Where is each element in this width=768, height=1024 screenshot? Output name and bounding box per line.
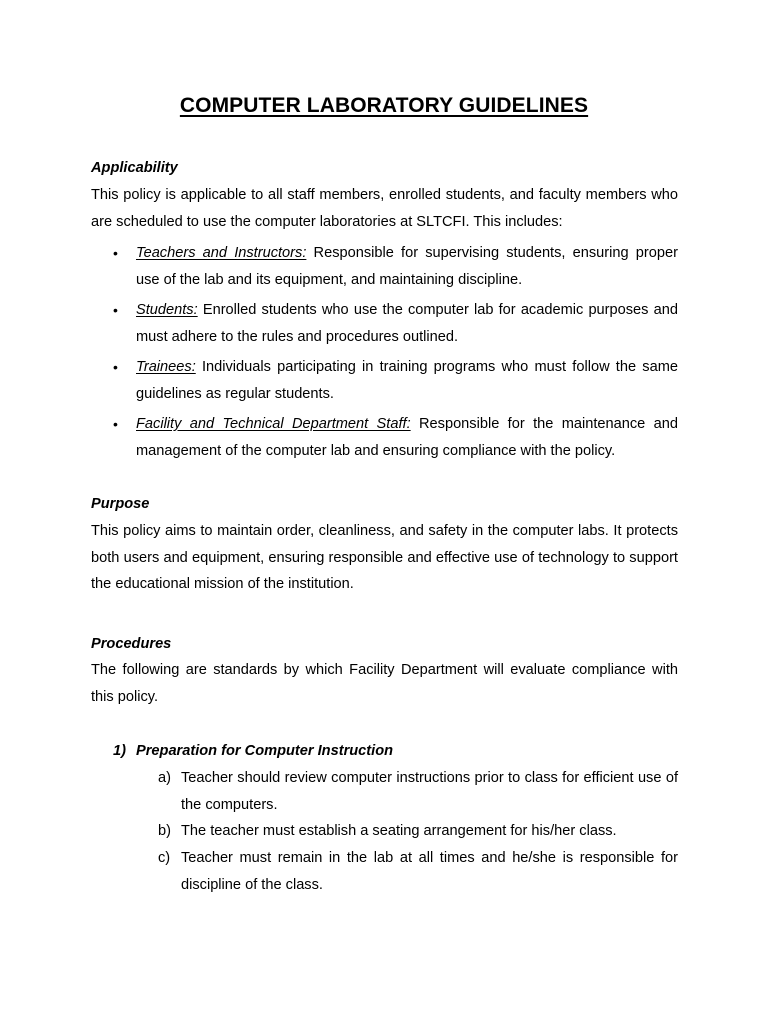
bullet-term: Trainees: xyxy=(136,359,196,375)
procedures-intro: The following are standards by which Facility Department will evaluate compliance with this policy. xyxy=(91,662,678,705)
procedure-item-seating: The teacher must establish a seating arrangement for his/her class. xyxy=(181,823,617,839)
bullet-desc: Responsible for supervising students, ensuring proper use of the lab and its equipment, and maintaining discipline. xyxy=(136,245,678,288)
procedure-item-supervision: Teacher must remain in the lab at all times and he/she is responsible for discipline of the class. xyxy=(181,850,678,893)
bullet-term: Teachers and Instructors: xyxy=(136,245,307,261)
bullet-icon: • xyxy=(113,245,118,261)
applicability-bullet-trainees xyxy=(136,354,678,407)
bullet-icon: • xyxy=(113,302,118,318)
applicability-heading: Applicability xyxy=(91,160,178,176)
bullet-icon: • xyxy=(113,359,118,375)
purpose-text: This policy aims to maintain order, cleanliness, and safety in the computer labs. It protects both users and equipment, ensuring responsible and effective use of technology to support the educational mission of the institution. xyxy=(91,523,678,592)
applicability-bullet-teachers xyxy=(136,240,678,293)
purpose-heading: Purpose xyxy=(91,496,150,512)
procedure-item-review: Teacher should review computer instructions prior to class for efficient use of the computers. xyxy=(181,770,678,813)
applicability-intro: This policy is applicable to all staff members, enrolled students, and faculty members who are scheduled to use the computer laboratories at SLTCFI. This includes: xyxy=(91,187,678,230)
procedures-heading: Procedures xyxy=(91,636,172,652)
bullet-term: Facility and Technical Department Staff: xyxy=(136,416,411,432)
bullet-term: Students: xyxy=(136,302,198,318)
applicability-bullet-students xyxy=(136,297,678,350)
item-letter: c) xyxy=(158,850,171,866)
applicability-bullet-staff xyxy=(136,411,678,464)
section-title: Preparation for Computer Instruction xyxy=(136,743,394,759)
document-title: COMPUTER LABORATORY GUIDELINES xyxy=(179,94,589,117)
bullet-desc: Responsible for the maintenance and management of the computer lab and ensuring compliance with the policy. xyxy=(136,416,678,459)
procedure-section-heading xyxy=(113,743,393,759)
item-letter: b) xyxy=(158,823,171,839)
bullet-icon: • xyxy=(113,416,118,432)
item-letter: a) xyxy=(158,770,171,786)
bullet-desc: Individuals participating in training programs who must follow the same guidelines as regular students. xyxy=(136,359,678,402)
bullet-desc: Enrolled students who use the computer lab for academic purposes and must adhere to the rules and procedures outlined. xyxy=(136,302,678,345)
section-number: 1) xyxy=(113,743,126,759)
